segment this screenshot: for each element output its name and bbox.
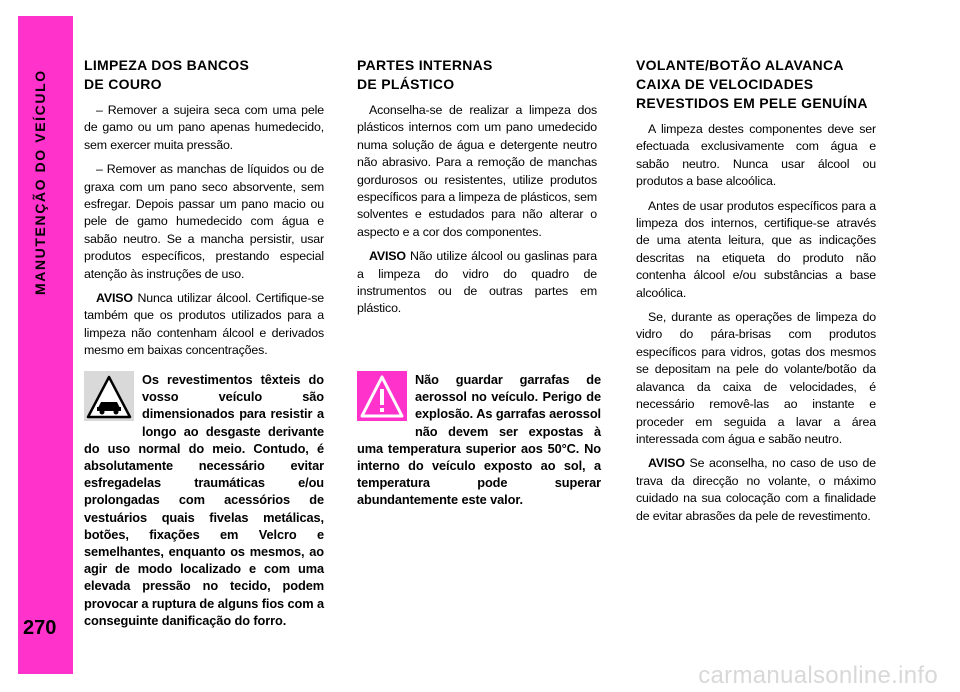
car-caution-icon	[84, 371, 134, 421]
aviso-keyword: AVISO	[96, 291, 133, 306]
heading-line: CAIXA DE VELOCIDADES	[636, 76, 814, 92]
watermark: carmanualsonline.info	[698, 662, 938, 689]
heading-leather-seats	[84, 56, 324, 94]
heading-plastic-parts	[357, 56, 597, 94]
column-leather-seats	[84, 56, 324, 367]
aviso-keyword: AVISO	[369, 249, 406, 264]
heading-line: LIMPEZA DOS BANCOS	[84, 57, 250, 73]
column-plastic-parts	[357, 56, 597, 325]
aviso-paragraph	[84, 290, 324, 360]
paragraph: Aconselha-se de realizar a limpeza dos plásticos internos com um pano umedecido numa solução de água e detergente neutro não abrasivo. Para a remoção de manchas gordurosos ou resistentes, utilize produtos específicos para a limpeza de plásticos, sem solventes e estudados para não alterar o aspecto e a cor dos componentes.	[357, 103, 597, 239]
heading-line: REVESTIDOS EM PELE GENUÍNA	[636, 95, 868, 111]
paragraph: Antes de usar produtos específicos para a limpeza dos internos, certifique-se através de uma atenta leitura, que as indicações descritas na etiqueta do produto não contenha álcool e/ou substâncias a base alcoólica.	[636, 198, 876, 300]
aviso-text: Nunca utilizar álcool. Certifique-se também que os produtos utilizados para a limpeza não contenham álcool e derivados mesmo em baixas concentrações.	[84, 291, 324, 358]
aerosol-warning-box	[357, 371, 601, 509]
aviso-paragraph	[636, 455, 876, 525]
heading-line: PARTES INTERNAS	[357, 57, 493, 73]
aviso-text: Não utilize álcool ou gaslinas para a limpeza do vidro do quadro de instrumentos ou de outras partes em plástico.	[357, 249, 597, 316]
heading-steering-wheel	[636, 56, 876, 113]
paragraph: – Remover as manchas de líquidos ou de graxa com um pano seco absorvente, sem esfregar. Depois passar um pano macio ou pele de gamo humedecido com água e sabão neutro. Se a mancha persistir, usar produtos específicos, prestando especial atenção às instruções de uso.	[84, 162, 324, 281]
aviso-text: Se aconselha, no caso de uso de trava da direcção no volante, o máximo cuidado na sua colocação com a finalidade de evitar abrasões da pele de revestimento.	[636, 456, 876, 523]
section-label: MANUTENÇÃO DO VEÍCULO	[32, 69, 48, 295]
heading-line: VOLANTE/BOTÃO ALAVANCA	[636, 57, 844, 73]
paragraph: Se, durante as operações de limpeza do vidro do pára-brisas com produtos específicos para vidros, gotas dos mesmos se depositam na pele do volante/botão da alavanca da caixa de velocidades, é necessário removê-las ao instante e proceder em seguida a lavar a área interessada com água e sabão neutro.	[636, 310, 876, 446]
page-number: 270	[23, 617, 57, 639]
textile-warning-box	[84, 371, 324, 629]
heading-line: DE COURO	[84, 76, 162, 92]
aviso-paragraph	[357, 248, 597, 318]
aviso-keyword: AVISO	[648, 456, 685, 471]
warning-triangle-icon	[357, 371, 407, 421]
paragraph: – Remover a sujeira seca com uma pele de gamo ou um pano apenas humedecido, sem exercer muita pressão.	[84, 103, 324, 152]
warning-text: Não guardar garrafas de aerossol no veículo. Perigo de explosão. As garrafas aerossol não devem ser expostas à uma temperatura superior aos 50°C. No interno do veículo exposto ao sol, a temperatura pode superar abundantemente este valor.	[357, 372, 601, 508]
paragraph: A limpeza destes componentes deve ser efectuada exclusivamente com água e sabão neutro. Nunca usar álcool ou produtos a base alcoólica.	[636, 122, 876, 189]
heading-line: DE PLÁSTICO	[357, 76, 455, 92]
column-steering-wheel	[636, 56, 876, 532]
warning-text: Os revestimentos têxteis do vosso veículo são dimensionados para resistir a longo ao desgaste derivante do uso normal do meio. Contudo, é absolutamente necessário evitar esfregadelas traumáticas e/ou prolongadas com acessórios de vestuários quais fivelas metálicas, botões, fixações em Velcro e semelhantes, enquanto os mesmos, ao agir de modo localizado e com uma elevada pressão no tecido, podem provocar a ruptura de alguns fios com a conseguinte danificação do forro.	[84, 372, 325, 628]
